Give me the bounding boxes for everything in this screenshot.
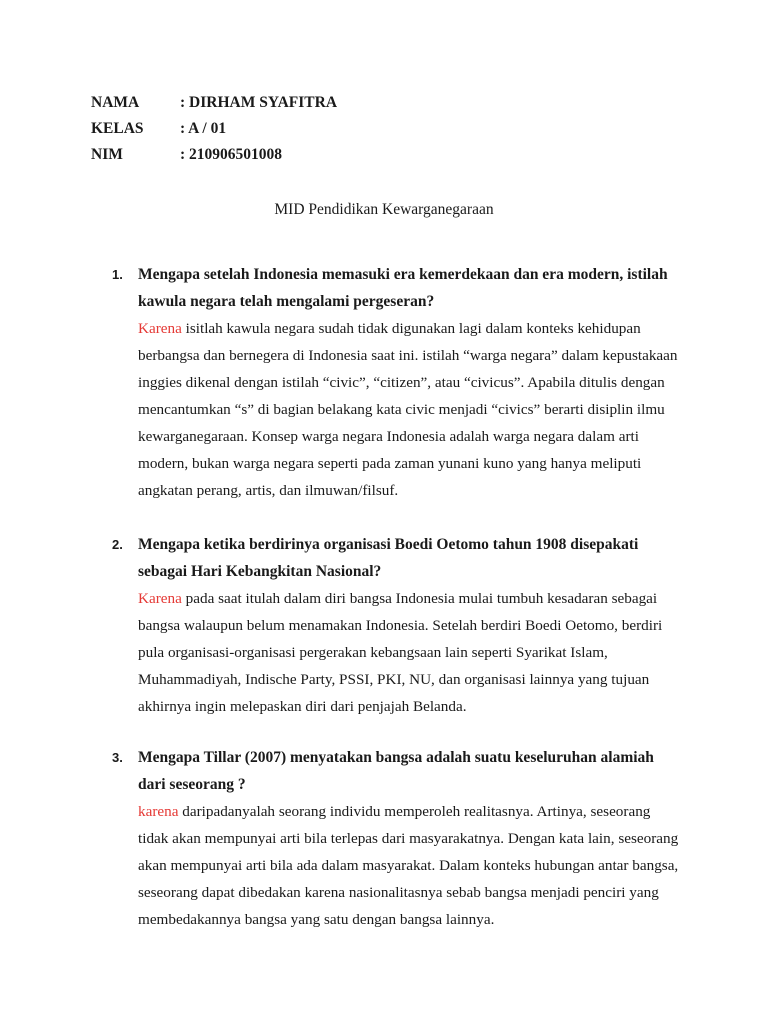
question-block-3	[112, 744, 682, 933]
nim-value: : 210906501008	[180, 146, 283, 163]
question-text: Mengapa ketika berdirinya organisasi Boedi Oetomo tahun 1908 disepakati sebagai Hari Kebangkitan Nasional?	[138, 536, 639, 580]
answer-body: pada saat itulah dalam diri bangsa Indonesia mulai tumbuh kesadaran sebagai bangsa walaupun belum menamakan Indonesia. Setelah berdiri Boedi Oetomo, berdiri pula organisasi-organisasi pergerakan kebangsaan lain seperti Syarikat Islam, Muhammadiyah, Indische Party, PSSI, PKI, NU, dan organisasi lainnya yang tujuan akhirnya ingin melepaskan diri dari penjajah Belanda.	[138, 590, 663, 715]
answer-body: daripadanyalah seorang individu memperoleh realitasnya. Artinya, seseorang tidak akan mempunyai arti bila terlepas dari masyarakatnya. Dengan kata lain, seseorang akan mempunyai arti bila ada dalam masyarakat. Dalam konteks hubungan antar bangsa, seseorang dapat dibedakan karena nasionalitasnya sebab bangsa menjadi penciri yang membedakannya bangsa yang satu dengan bangsa lainnya.	[138, 803, 679, 928]
answer-lead-word: karena	[138, 803, 179, 820]
answer-text	[138, 315, 682, 504]
kelas-value: : A / 01	[180, 120, 227, 137]
question-text: Mengapa Tillar (2007) menyatakan bangsa adalah suatu keseluruhan alamiah dari seseorang ?	[138, 749, 654, 793]
question-number: 2.	[112, 537, 123, 552]
kelas-label: KELAS	[91, 120, 144, 137]
answer-lead-word: Karena	[138, 320, 182, 337]
answer-text	[138, 798, 682, 933]
question-number: 1.	[112, 267, 123, 282]
question-text: Mengapa setelah Indonesia memasuki era kemerdekaan dan era modern, istilah kawula negara telah mengalami pergeseran?	[138, 266, 668, 310]
question-block-1	[112, 261, 682, 504]
question-number: 3.	[112, 750, 123, 765]
nim-row	[91, 145, 282, 165]
kelas-row	[91, 119, 226, 139]
document-title: MID Pendidikan Kewarganegaraan	[274, 201, 494, 218]
question-block-2	[112, 531, 682, 720]
answer-body: isitlah kawula negara sudah tidak digunakan lagi dalam konteks kehidupan berbangsa dan bernegera di Indonesia saat ini. istilah “warga negara” dalam kepustakaan inggies dikenal dengan istilah “civic”, “citizen”, atau “civicus”. Apabila ditulis dengan mencantumkan “s” di bagian belakang kata civic menjadi “civics” berarti disiplin ilmu kewarganegaraan. Konsep warga negara Indonesia adalah warga negara dalam arti modern, bukan warga negara seperti pada zaman yunani kuno yang hanya meliputi angkatan perang, artis, dan ilmuwan/filsuf.	[138, 320, 678, 499]
answer-lead-word: Karena	[138, 590, 182, 607]
nama-row	[91, 93, 337, 113]
nim-label: NIM	[91, 146, 123, 163]
nama-label: NAMA	[91, 94, 140, 111]
nama-value: : DIRHAM SYAFITRA	[180, 94, 338, 111]
answer-text	[138, 585, 682, 720]
